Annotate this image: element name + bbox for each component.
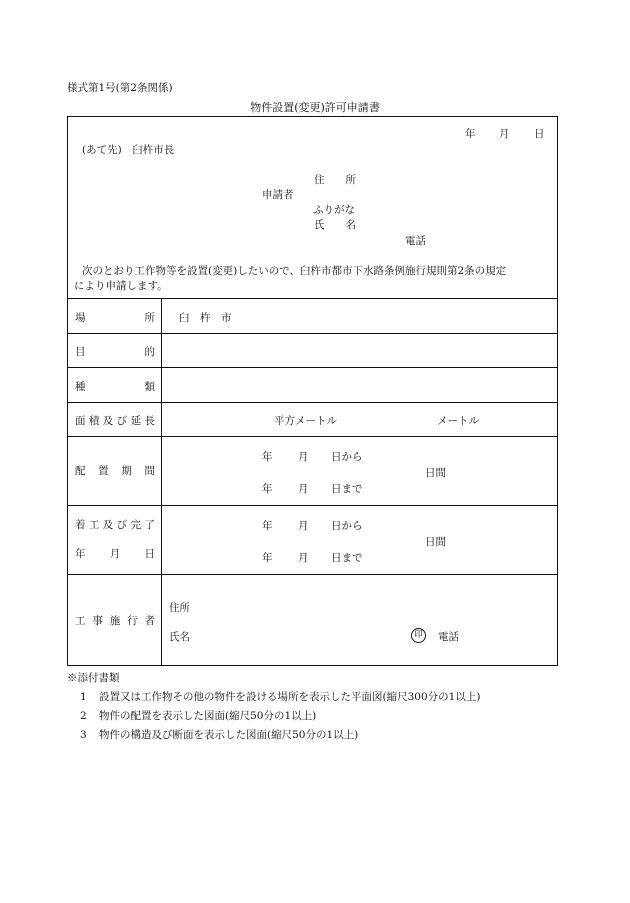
form-title: 物件設置(変更)許可申請書 [250,101,380,114]
construction-to-day: 日まで [331,552,363,564]
period-to-month: 月 [298,483,309,495]
row-label-construction-line1: 着 工 及 び 完 了 [75,519,155,531]
period-from-month: 月 [298,451,309,463]
application-form-table [67,116,558,666]
construction-from-year: 年 [262,520,273,532]
date-month: 月 [499,128,510,140]
row-label-area: 面 積 及 び 延 長 [75,415,155,427]
period-from-day: 日から [331,451,363,463]
form-number: 様式第1号(第2条関係) [67,82,173,94]
period-days: 日間 [425,467,446,479]
addressee: (あて先) 臼杵市長 [82,144,175,156]
attachment-item-2: 2 物件の配置を表示した図面(縮尺50分の1以上) [80,710,317,722]
seal-mark: 印 [411,628,426,643]
construction-from-month: 月 [298,520,309,532]
applicant-label: 申請者 [262,189,294,201]
furigana-label: ふりがな [313,204,355,216]
attachment-item-1: 1 設置又は工作物その他の物件を設ける場所を表示した平面図(縮尺300分の1以上) [80,691,481,703]
seal-mark-icon [411,628,426,643]
construction-days: 日間 [425,536,446,548]
row-label-period: 配 置 期 間 [75,465,155,477]
construction-to-year: 年 [262,552,273,564]
place-value: 臼 杵 市 [179,312,232,324]
period-from-year: 年 [262,451,273,463]
date-day: 日 [534,128,545,140]
applicant-phone-label: 電話 [405,235,426,247]
attachment-item-3: 3 物件の構造及び断面を表示した図面(縮尺50分の1以上) [80,729,359,741]
period-to-year: 年 [262,483,273,495]
length-unit-meters: メートル [437,415,479,427]
row-label-kind: 種 類 [75,381,155,393]
contractor-phone-label: 電話 [438,631,459,643]
statement-line-2: により申請します。 [74,280,168,292]
row-label-purpose: 目 的 [75,346,155,358]
construction-to-month: 月 [298,552,309,564]
applicant-name-label: 氏 名 [314,219,356,231]
date-year: 年 [465,128,476,140]
attachments-heading: ※添付書類 [67,672,120,684]
row-label-place: 場 所 [75,312,155,324]
statement-line-1: 次のとおり工作物等を設置(変更)したいので、臼杵市都市下水路条例施行規則第2条の規定 [82,265,507,277]
area-unit-square-meters: 平方メートル [274,415,337,427]
row-label-contractor: 工 事 施 行 者 [75,615,155,627]
row-label-construction-line2: 年 月 日 [75,548,155,560]
contractor-address-label: 住所 [169,602,190,614]
contractor-name-label: 氏名 [169,631,190,643]
period-to-day: 日まで [331,483,363,495]
construction-from-day: 日から [331,520,363,532]
applicant-address-label: 住 所 [314,174,356,186]
